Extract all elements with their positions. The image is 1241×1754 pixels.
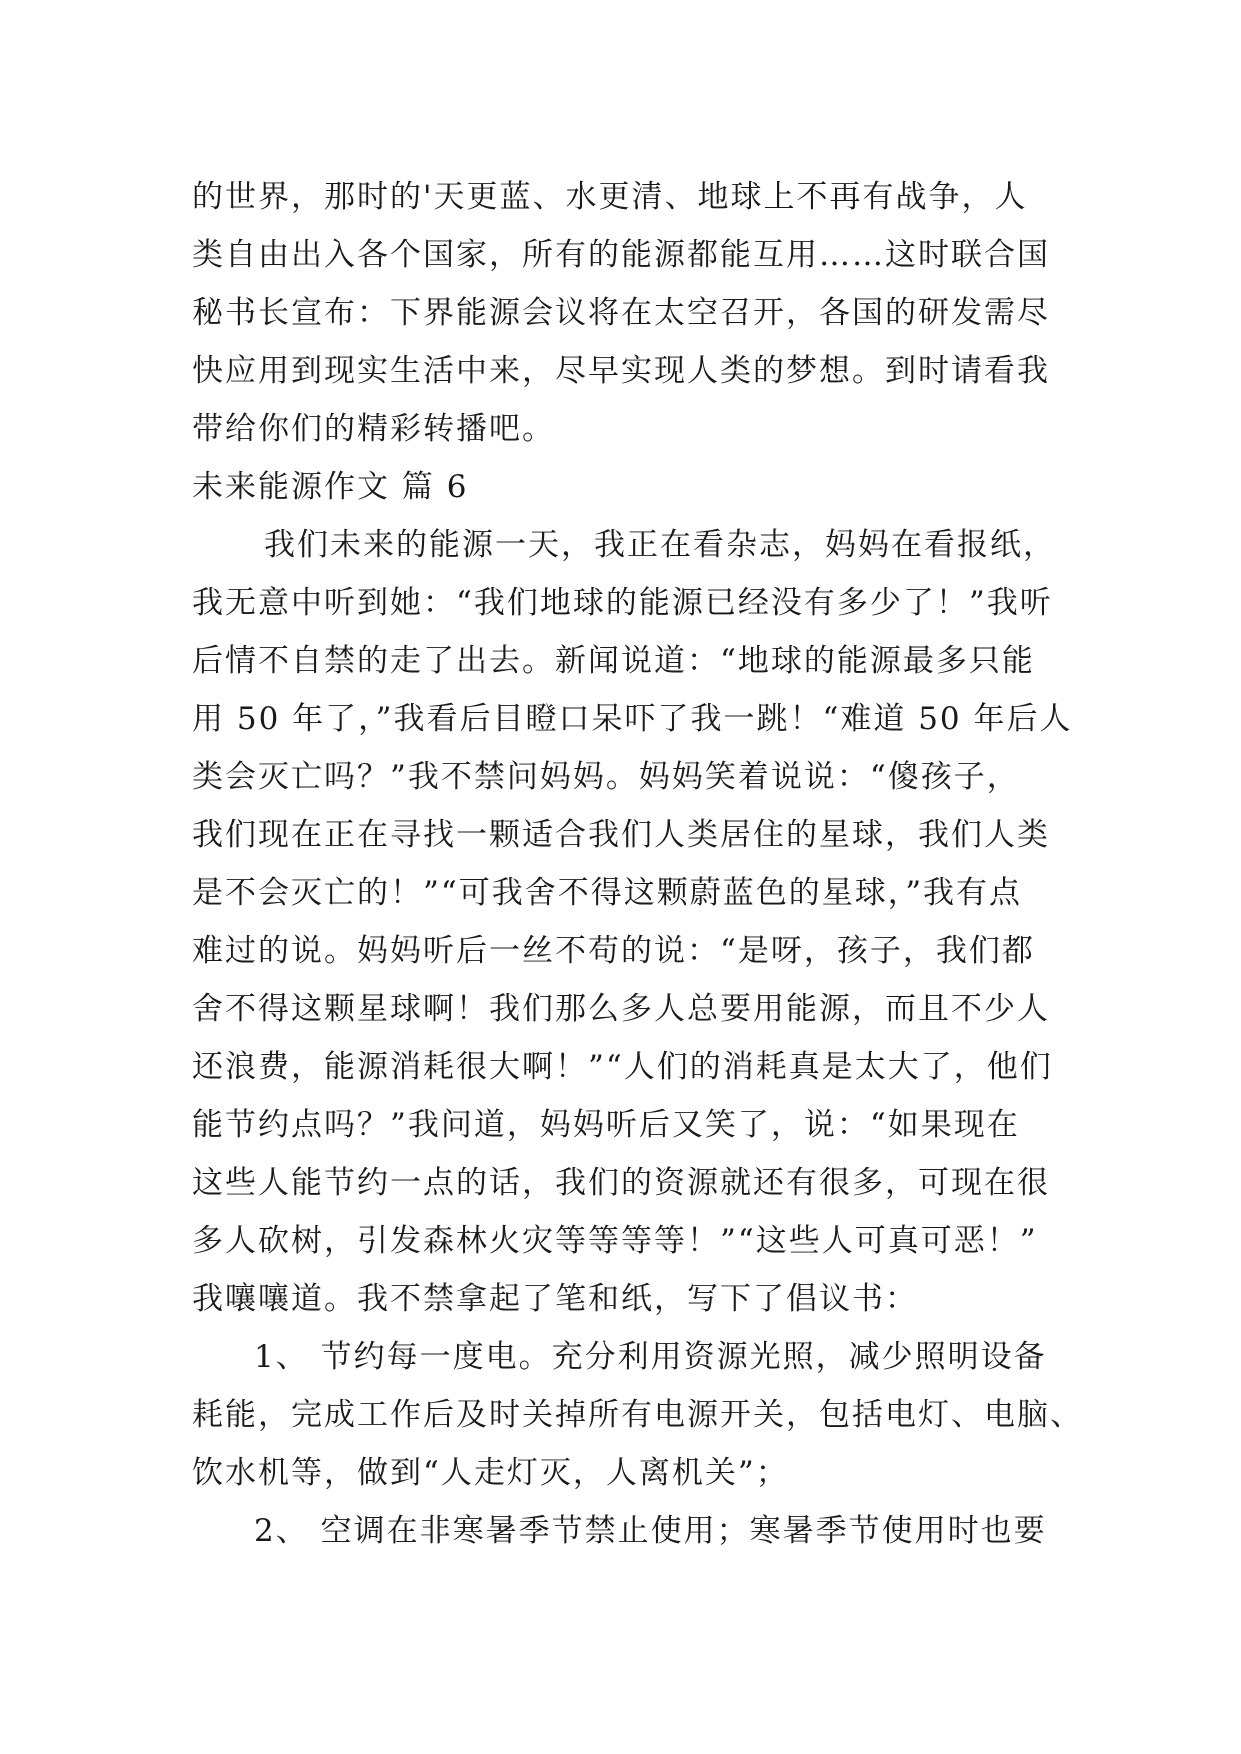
text-line: 还浪费，能源消耗很大啊！”“人们的消耗真是太大了，他们 (192, 1049, 1053, 1085)
text-line: 带给你们的精彩转播吧。 (192, 411, 555, 447)
section-heading: 未来能源作文 篇 6 (192, 469, 469, 505)
text-line: 我们未来的能源一天，我正在看杂志，妈妈在看报纸， (264, 527, 1056, 563)
text-line: 是不会灭亡的！”“可我舍不得这颗蔚蓝色的星球，”我有点 (192, 875, 1023, 911)
text-line: 我无意中听到她：“我们地球的能源已经没有多少了！”我听 (192, 585, 1053, 621)
text-line: 能节约点吗？”我问道，妈妈听后又笑了，说：“如果现在 (192, 1107, 1020, 1143)
text-line: 我们现在正在寻找一颗适合我们人类居住的星球，我们人类 (192, 817, 1050, 853)
list-item: 2、 空调在非寒暑季节禁止使用；寒暑季节使用时也要 (254, 1513, 1047, 1549)
text-line: 这些人能节约一点的话，我们的资源就还有很多，可现在很 (192, 1165, 1050, 1201)
text-line: 难过的说。妈妈听后一丝不苟的说：“是呀，孩子，我们都 (192, 933, 1035, 969)
text-line: 舍不得这颗星球啊！我们那么多人总要用能源，而且不少人 (192, 991, 1050, 1027)
text-line: 多人砍树，引发森林火灾等等等等！”“这些人可真可恶！” (192, 1223, 1038, 1259)
text-line: 我嚷嚷道。我不禁拿起了笔和纸，写下了倡议书： (192, 1281, 918, 1317)
text-line: 用 50 年了，”我看后目瞪口呆吓了我一跳！“难道 50 年后人 (192, 701, 1073, 737)
text-line: 类会灭亡吗？”我不禁问妈妈。妈妈笑着说说：“傻孩子， (192, 759, 1020, 795)
text-line: 饮水机等，做到“人走灯灭，人离机关”； (192, 1455, 789, 1491)
list-item: 1、 节约每一度电。充分利用资源光照，减少照明设备 (254, 1339, 1047, 1375)
text-line: 快应用到现实生活中来，尽早实现人类的梦想。到时请看我 (192, 353, 1050, 389)
text-line: 耗能，完成工作后及时关掉所有电源开关，包括电灯、电脑、 (192, 1397, 1083, 1433)
text-line: 的世界，那时的'天更蓝、水更清、地球上不再有战争，人 (192, 179, 1028, 215)
text-line: 后情不自禁的走了出去。新闻说道：“地球的能源最多只能 (192, 643, 1035, 679)
text-line: 类自由出入各个国家，所有的能源都能互用……这时联合国 (192, 237, 1050, 273)
document-body (192, 168, 1083, 1560)
text-line: 秘书长宣布：下界能源会议将在太空召开，各国的研发需尽 (192, 295, 1050, 331)
